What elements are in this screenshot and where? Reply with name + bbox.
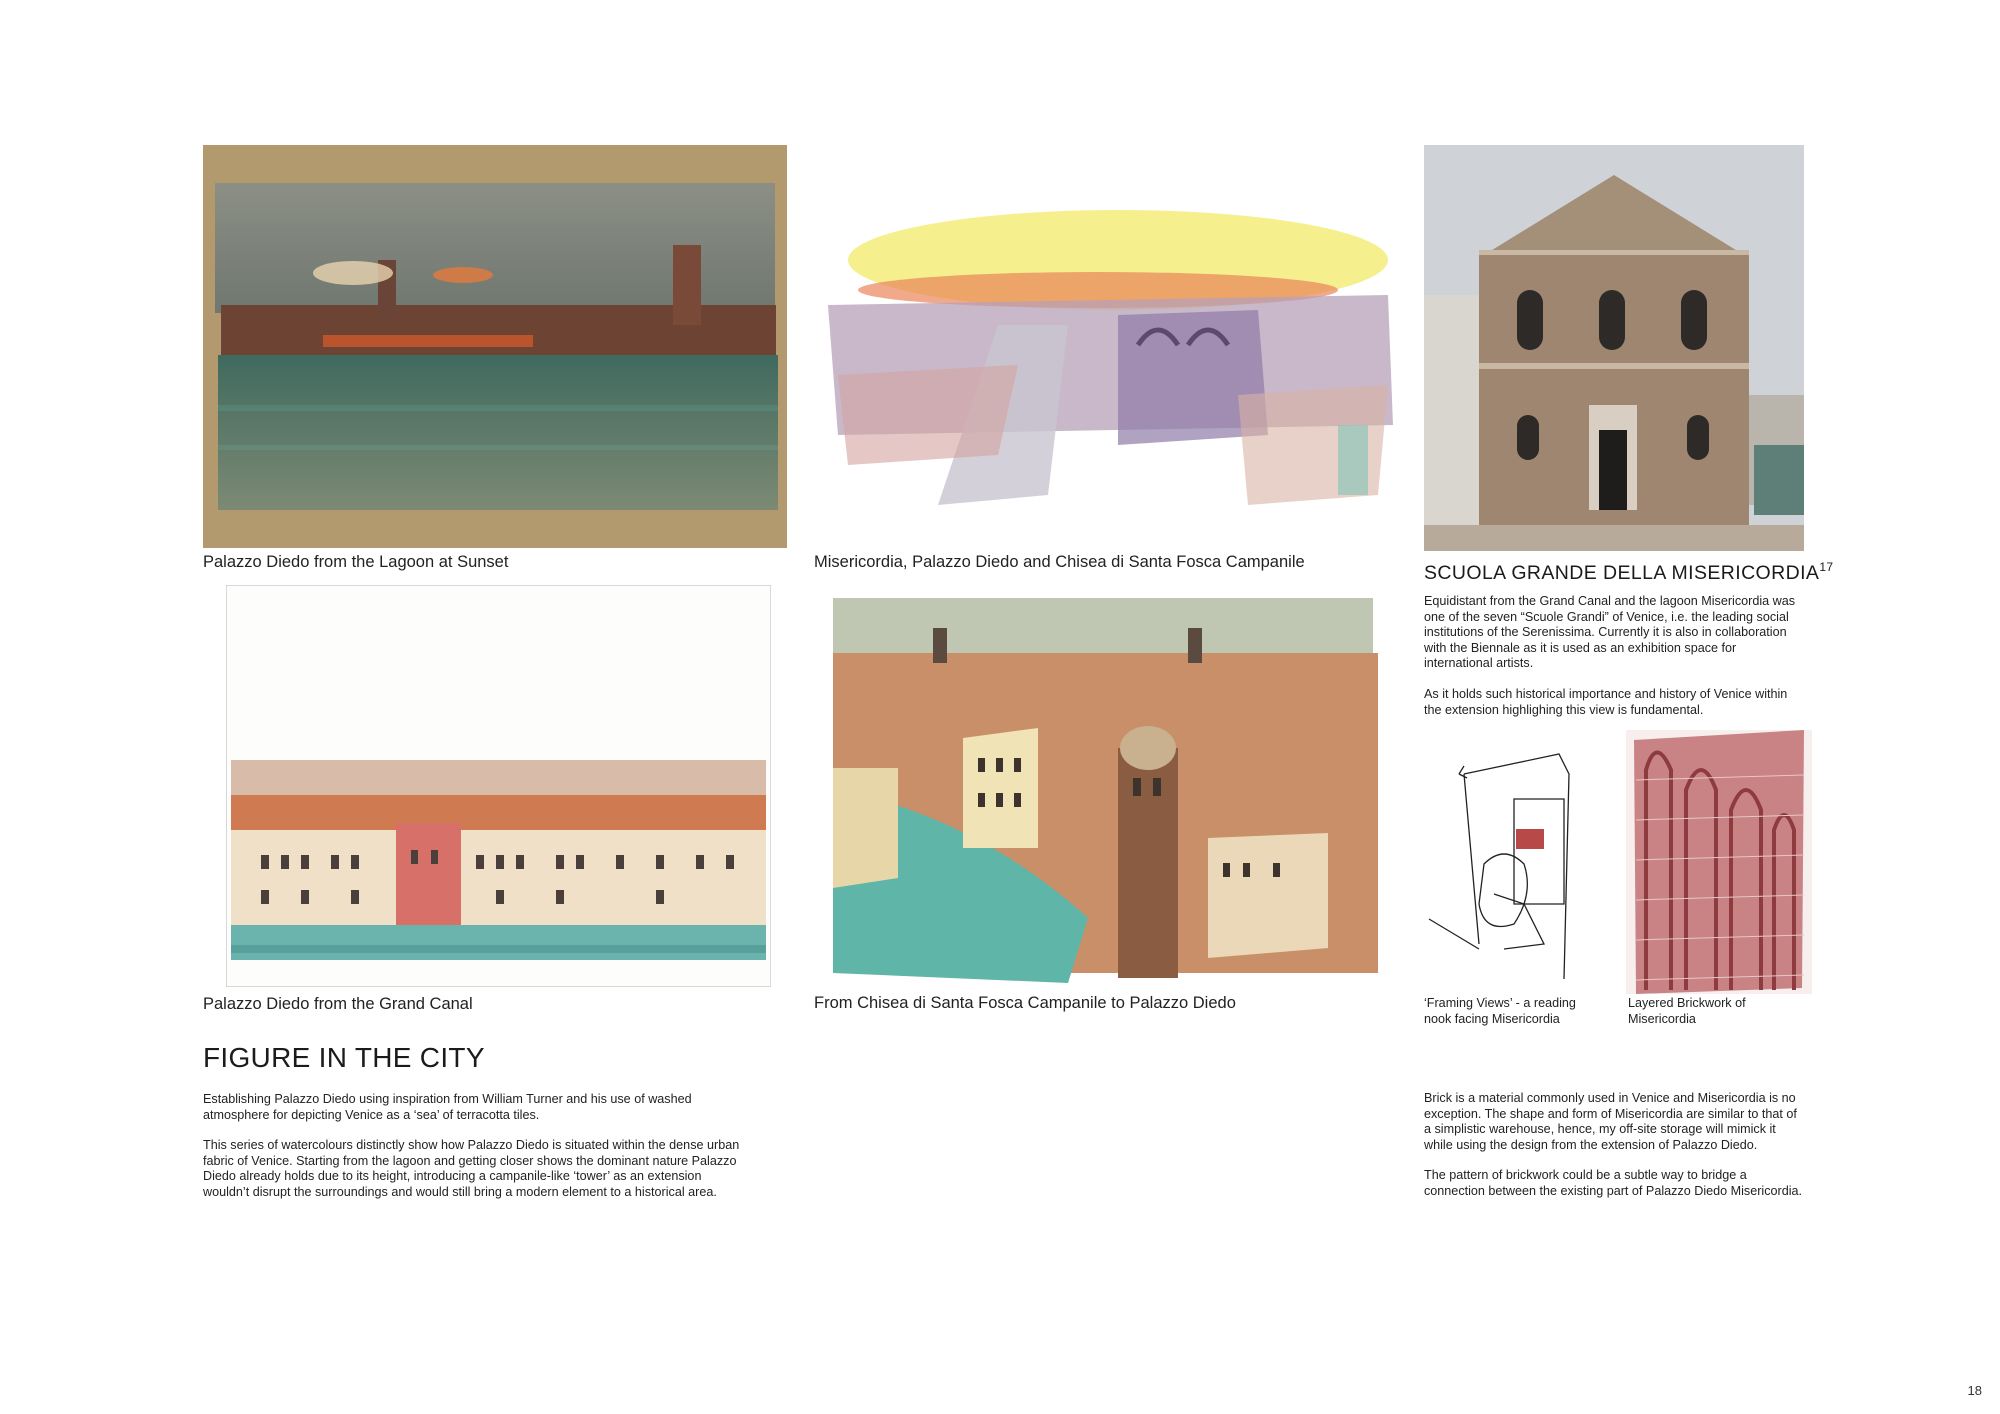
painting-grand-canal	[226, 585, 771, 987]
scuola-description	[1424, 594, 1804, 733]
scuola-paragraph: Equidistant from the Grand Canal and the lagoon Misericordia was one of the seven “Scuole Grandi” of Venice, i.e. the leading social institutions of the Serenissima. Currently it is also in collaboration with the Biennale as it is used as an exhibition space for international artists.	[1424, 594, 1796, 671]
footnote-marker: 17	[1819, 560, 1834, 574]
brick-paragraph: The pattern of brickwork could be a subtle way to bridge a connection between the existing part of Palazzo Diedo Misericordia.	[1424, 1168, 1803, 1198]
caption-campanile-view: From Chisea di Santa Fosca Campanile to Palazzo Diedo	[814, 994, 1236, 1012]
scuola-paragraph: As it holds such historical importance and history of Venice within the extension highlighing this view is fundamental.	[1424, 686, 1788, 717]
figure-section-title: FIGURE IN THE CITY	[203, 1042, 485, 1073]
caption-lagoon-sunset: Palazzo Diedo from the Lagoon at Sunset	[203, 553, 509, 571]
scuola-title	[1424, 560, 1833, 585]
figure-section-description	[203, 1092, 741, 1216]
figure-paragraph: Establishing Palazzo Diedo using inspiration from William Turner and his use of washed atmosphere for depicting Venice as a ‘sea’ of terracotta tiles.	[203, 1092, 692, 1122]
brick-paragraph: Brick is a material commonly used in Venice and Misericordia is no exception. The shape and form of Misericordia are similar to that of a simplistic warehouse, hence, my off-site storage will mimick it while using the design from the extension of Palazzo Diedo.	[1424, 1091, 1797, 1152]
sketch-layered-brickwork	[1626, 730, 1812, 994]
figure-paragraph: This series of watercolours distinctly show how Palazzo Diedo is situated within the dense urban fabric of Venice. Starting from the lagoon and getting closer shows the dominant nature Palazzo Diedo already holds due to its height, introducing a campanile-like ‘tower’ as an extension wouldn’t disrupt the surroundings and would still bring a modern element to a historical area.	[203, 1138, 740, 1199]
caption-misericordia-view: Misericordia, Palazzo Diedo and Chisea di Santa Fosca Campanile	[814, 553, 1305, 571]
painting-campanile-view	[828, 588, 1388, 998]
brick-section-description	[1424, 1091, 1804, 1215]
caption-layered-brickwork: Layered Brickwork of Misericordia	[1628, 996, 1746, 1026]
photo-scuola-grande-misericordia	[1424, 145, 1804, 551]
caption-grand-canal: Palazzo Diedo from the Grand Canal	[203, 995, 473, 1013]
painting-lagoon-sunset	[203, 145, 787, 548]
painting-misericordia-view	[818, 175, 1400, 525]
caption-framing-views: ‘Framing Views’ - a reading nook facing Misericordia	[1424, 996, 1576, 1026]
scuola-title-text: SCUOLA GRANDE DELLA MISERICORDIA	[1424, 562, 1820, 584]
page-number: 18	[1967, 1383, 1982, 1398]
sketch-framing-views	[1424, 744, 1584, 984]
